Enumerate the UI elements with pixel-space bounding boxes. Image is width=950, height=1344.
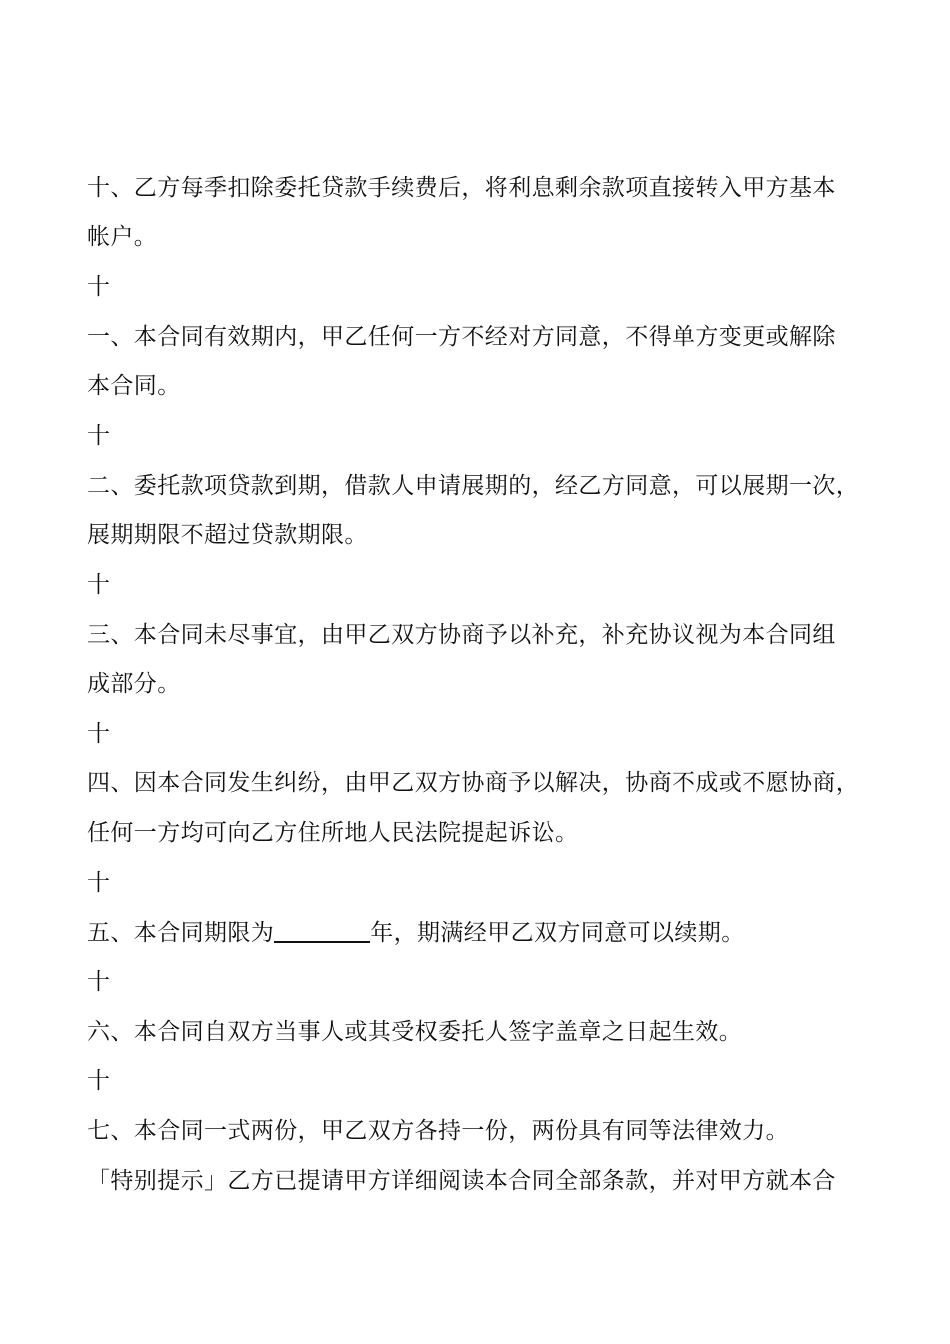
clause-14-line-1: 四、因本合同发生纠纷，由甲乙双方协商予以解决，协商不成或不愿协商， <box>87 770 860 796</box>
clause-number-prefix: 十 <box>87 721 111 747</box>
clause-11-line-1: 一、本合同有效期内，甲乙任何一方不经对方同意，不得单方变更或解除 <box>87 324 836 350</box>
clause-15-text-before: 五、本合同期限为 <box>87 920 275 946</box>
clause-number-prefix: 十 <box>87 1068 111 1094</box>
clause-15-line <box>87 917 745 948</box>
special-notice-line: 「特别提示」乙方已提请甲方详细阅读本合同全部条款，并对甲方就本合 <box>87 1168 836 1194</box>
clause-17-line: 七、本合同一式两份，甲乙双方各持一份，两份具有同等法律效力。 <box>87 1118 789 1144</box>
clause-16-line: 六、本合同自双方当事人或其受权委托人签字盖章之日起生效。 <box>87 1019 743 1045</box>
clause-10-line-2: 帐户。 <box>87 224 158 250</box>
clause-12-line-2: 展期期限不超过贷款期限。 <box>87 522 368 548</box>
clause-number-prefix: 十 <box>87 423 111 449</box>
clause-11-line-2: 本合同。 <box>87 373 181 399</box>
clause-15-text-after: 年，期满经甲乙双方同意可以续期。 <box>370 920 745 946</box>
clause-13-line-1: 三、本合同未尽事宜，由甲乙双方协商予以补充，补充协议视为本合同组 <box>87 622 836 648</box>
clause-number-prefix: 十 <box>87 572 111 598</box>
clause-14-line-2: 任何一方均可向乙方住所地人民法院提起诉讼。 <box>87 820 579 846</box>
clause-number-prefix: 十 <box>87 274 111 300</box>
clause-number-prefix: 十 <box>87 870 111 896</box>
clause-13-line-2: 成部分。 <box>87 671 181 697</box>
clause-10-line-1: 十、乙方每季扣除委托贷款手续费后，将利息剩余款项直接转入甲方基本 <box>87 175 836 201</box>
term-years-blank[interactable] <box>274 917 370 943</box>
clause-number-prefix: 十 <box>87 969 111 995</box>
clause-12-line-1: 二、委托款项贷款到期，借款人申请展期的，经乙方同意，可以展期一次， <box>87 473 860 499</box>
